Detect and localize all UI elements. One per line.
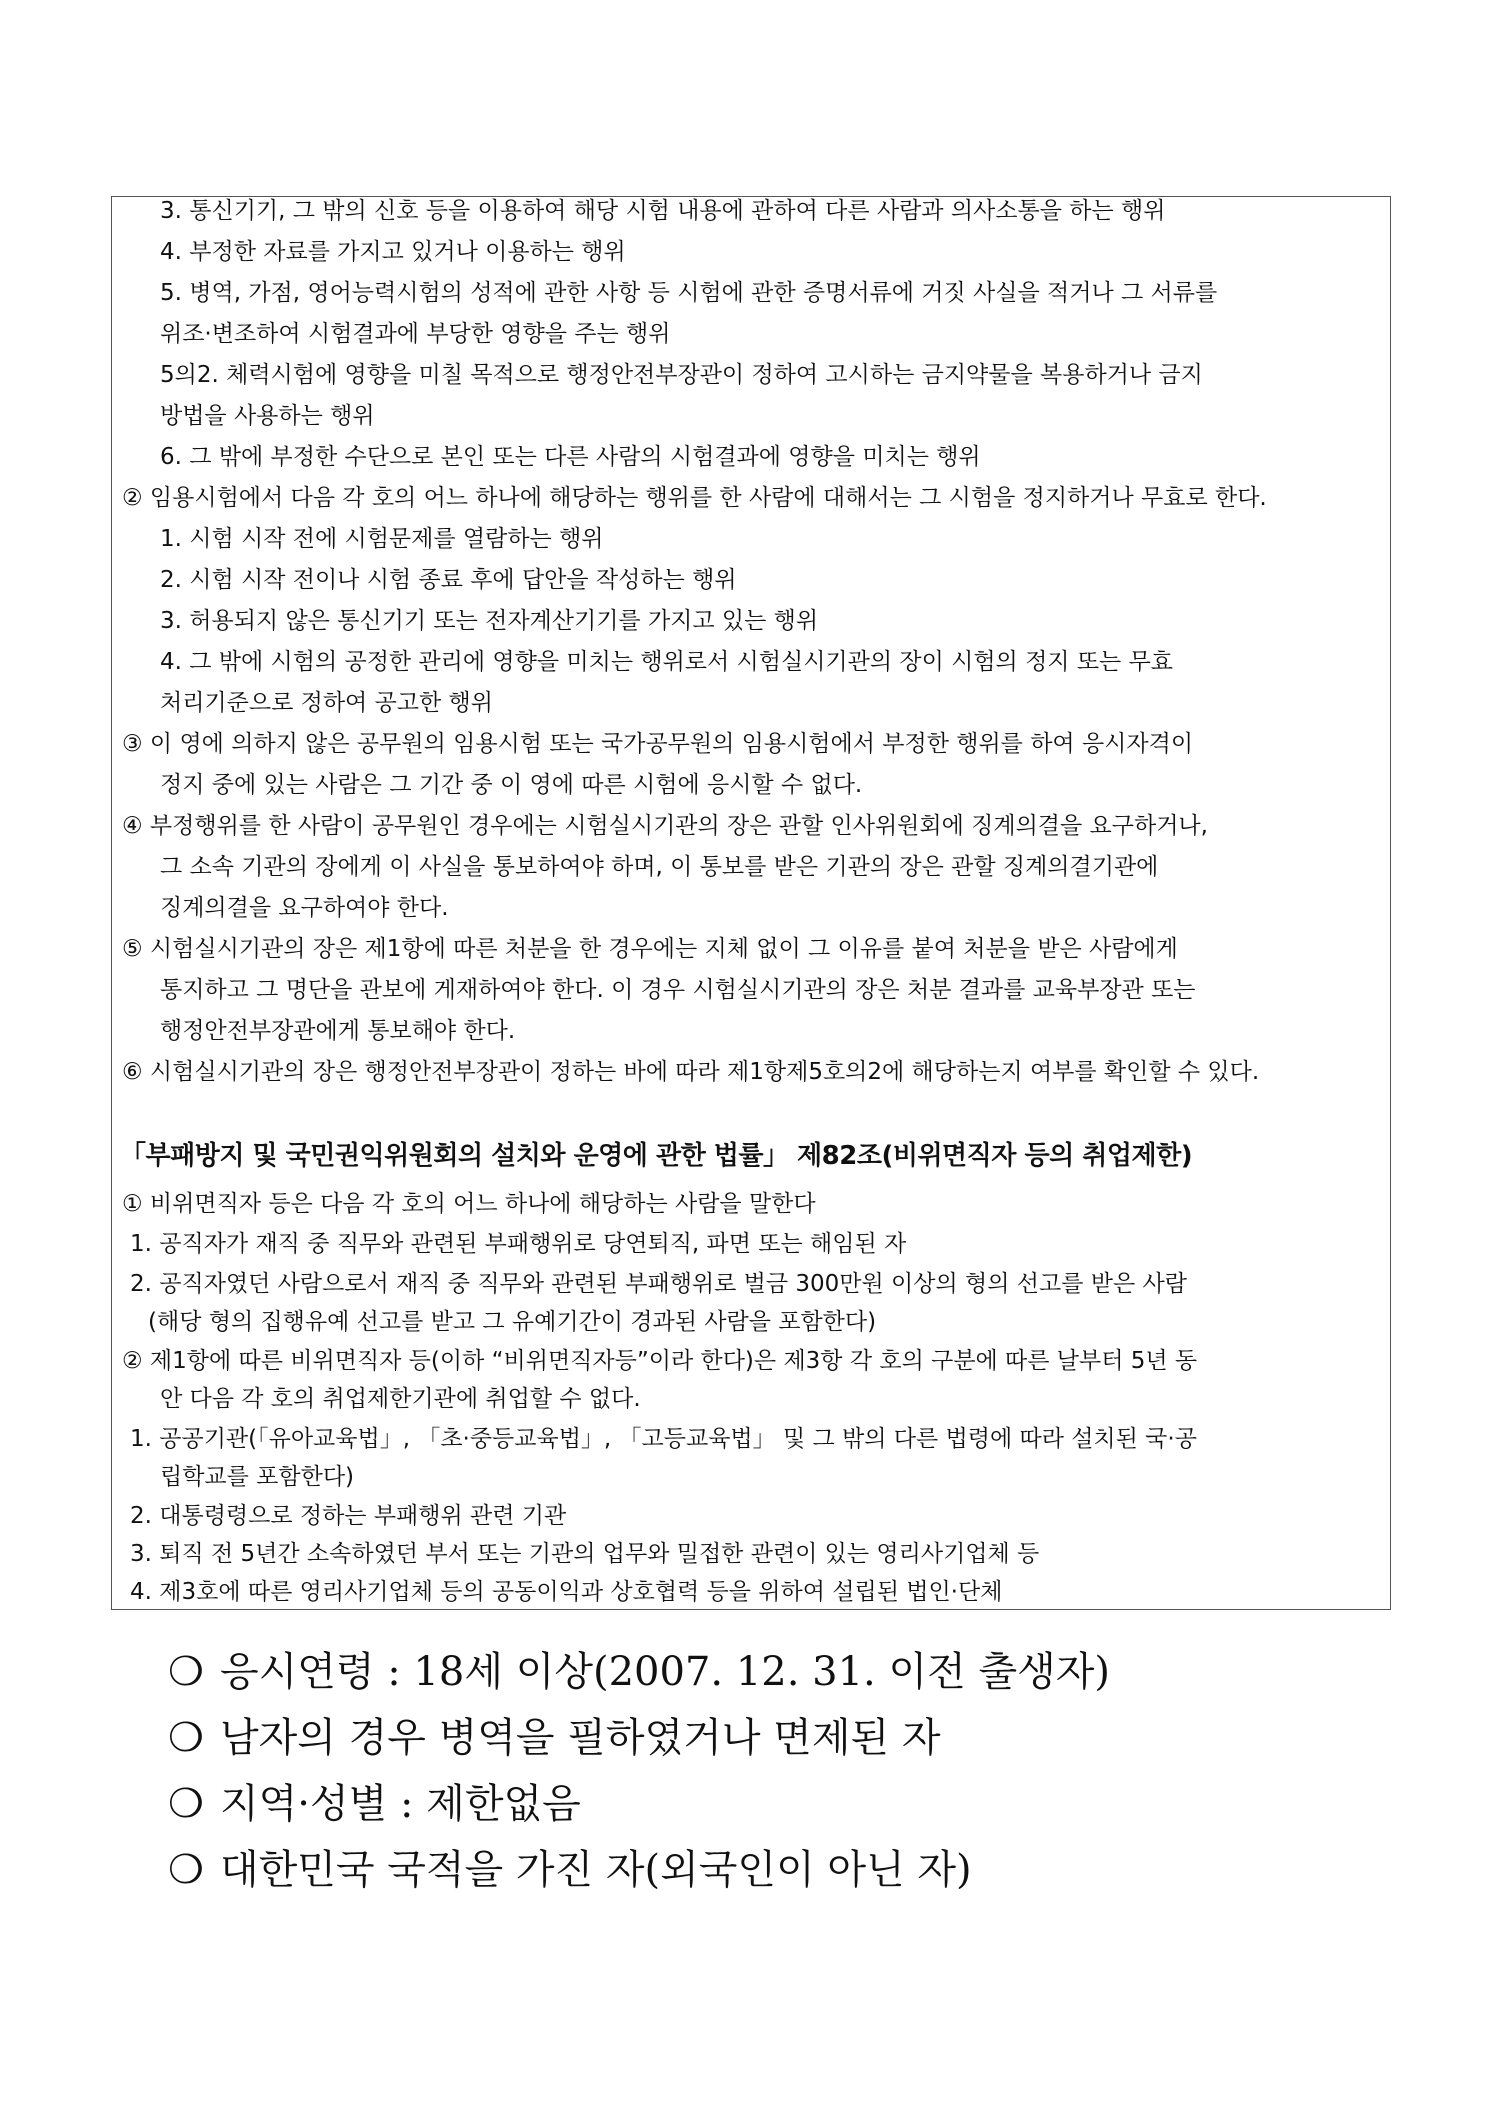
section1-line: 5. 병역, 가점, 영어능력시험의 성적에 관한 사항 등 시험에 관한 증명서류에 거짓 사실을 적거나 그 서류를 (160, 280, 1218, 306)
section1-line: 5의2. 체력시험에 영향을 미칠 목적으로 행정안전부장관이 정하여 고시하는 금지약물을 복용하거나 금지 (160, 362, 1203, 388)
circle-bullet-icon: ❍ (168, 1847, 204, 1893)
circle-bullet-icon: ❍ (168, 1715, 204, 1761)
section1-line: 3. 허용되지 않은 통신기기 또는 전자계산기기를 가지고 있는 행위 (160, 608, 819, 634)
section2-line: 안 다음 각 호의 취업제한기관에 취업할 수 없다. (160, 1386, 641, 1412)
section1-line: ⑤ 시험실시기관의 장은 제1항에 따른 처분을 한 경우에는 지체 없이 그 이유를 붙여 처분을 받은 사람에게 (122, 936, 1178, 962)
requirement-item: ❍ 대한민국 국적을 가진 자(외국인이 아닌 자) (168, 1844, 972, 1896)
section2-line: ② 제1항에 따른 비위면직자 등(이하 “비위면직자등”이라 한다)은 제3항 각 호의 구분에 따른 날부터 5년 동 (122, 1348, 1198, 1374)
section1-line: ③ 이 영에 의하지 않은 공무원의 임용시험 또는 국가공무원의 임용시험에서 부정한 행위를 하여 응시자격이 (122, 731, 1194, 757)
requirement-item: ❍ 응시연령 : 18세 이상(2007. 12. 31. 이전 출생자) (168, 1646, 1110, 1698)
section1-line: 1. 시험 시작 전에 시험문제를 열람하는 행위 (160, 526, 604, 552)
section2-line: (해당 형의 집행유예 선고를 받고 그 유예기간이 경과된 사람을 포함한다) (148, 1309, 877, 1335)
section1-line: 그 소속 기관의 장에게 이 사실을 통보하여야 하며, 이 통보를 받은 기관의 장은 관할 징계의결기관에 (160, 854, 1159, 880)
requirement-item: ❍ 지역·성별 : 제한없음 (168, 1778, 581, 1830)
section2-heading: 「부패방지 및 국민권익위원회의 설치와 운영에 관한 법률」 제82조(비위면직자 등의 취업제한) (120, 1141, 1193, 1171)
section1-line: 징계의결을 요구하여야 한다. (160, 895, 449, 921)
section2-line: 1. 공직자가 재직 중 직무와 관련된 부패행위로 당연퇴직, 파면 또는 해임된 자 (130, 1231, 907, 1257)
section2-line: 1. 공공기관(「유아교육법」, 「초·중등교육법」, 「고등교육법」 및 그 밖의 다른 법령에 따라 설치된 국·공 (130, 1426, 1197, 1452)
section2-line: 2. 공직자였던 사람으로서 재직 중 직무와 관련된 부패행위로 벌금 300만원 이상의 형의 선고를 받은 사람 (130, 1271, 1187, 1297)
section2-line: 립학교를 포함한다) (160, 1464, 355, 1490)
requirement-item: ❍ 남자의 경우 병역을 필하였거나 면제된 자 (168, 1712, 940, 1764)
section1-line: 처리기준으로 정하여 공고한 행위 (160, 690, 493, 716)
circle-bullet-icon: ❍ (168, 1781, 204, 1827)
section1-line: ④ 부정행위를 한 사람이 공무원인 경우에는 시험실시기관의 장은 관할 인사위원회에 징계의결을 요구하거나, (122, 813, 1208, 839)
section1-line: 행정안전부장관에게 통보해야 한다. (160, 1018, 516, 1044)
section1-line: ⑥ 시험실시기관의 장은 행정안전부장관이 정하는 바에 따라 제1항제5호의2에 해당하는지 여부를 확인할 수 있다. (122, 1059, 1260, 1085)
section1-line: 2. 시험 시작 전이나 시험 종료 후에 답안을 작성하는 행위 (160, 567, 737, 593)
section1-line: 4. 그 밖에 시험의 공정한 관리에 영향을 미치는 행위로서 시험실시기관의 장이 시험의 정지 또는 무효 (160, 649, 1174, 675)
section2-line: 2. 대통령령으로 정하는 부패행위 관련 기관 (130, 1503, 567, 1529)
section1-line: 6. 그 밖에 부정한 수단으로 본인 또는 다른 사람의 시험결과에 영향을 미치는 행위 (160, 444, 981, 470)
section1-line: ② 임용시험에서 다음 각 호의 어느 하나에 해당하는 행위를 한 사람에 대해서는 그 시험을 정지하거나 무효로 한다. (122, 485, 1267, 511)
section1-line: 방법을 사용하는 행위 (160, 403, 375, 429)
section2-line: 3. 퇴직 전 5년간 소속하였던 부서 또는 기관의 업무와 밀접한 관련이 있는 영리사기업체 등 (130, 1541, 1040, 1567)
section1-line: 위조·변조하여 시험결과에 부당한 영향을 주는 행위 (160, 321, 671, 347)
section2-line: ① 비위면직자 등은 다음 각 호의 어느 하나에 해당하는 사람을 말한다 (122, 1191, 816, 1217)
section1-line: 정지 중에 있는 사람은 그 기간 중 이 영에 따른 시험에 응시할 수 없다. (160, 772, 863, 798)
section2-line: 4. 제3호에 따른 영리사기업체 등의 공동이익과 상호협력 등을 위하여 설립된 법인·단체 (130, 1579, 1003, 1605)
section1-line: 통지하고 그 명단을 관보에 게재하여야 한다. 이 경우 시험실시기관의 장은 처분 결과를 교육부장관 또는 (160, 977, 1196, 1003)
circle-bullet-icon: ❍ (168, 1649, 204, 1695)
section1-line: 4. 부정한 자료를 가지고 있거나 이용하는 행위 (160, 239, 626, 265)
section1-line: 3. 통신기기, 그 밖의 신호 등을 이용하여 해당 시험 내용에 관하여 다른 사람과 의사소통을 하는 행위 (160, 198, 1166, 224)
